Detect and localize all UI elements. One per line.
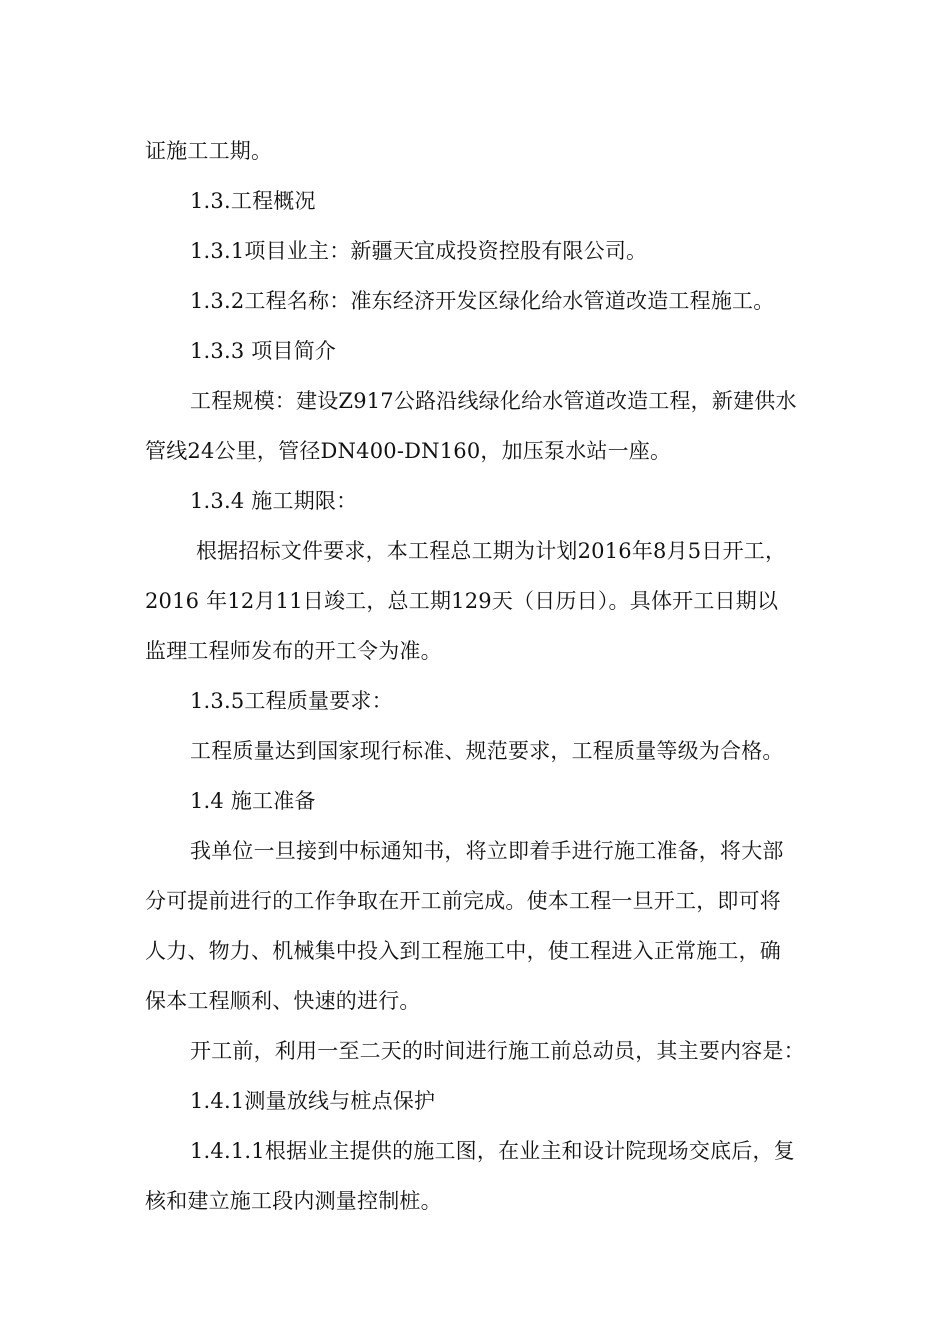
paragraph-line: 开工前，利用一至二天的时间进行施工前总动员，其主要内容是： xyxy=(190,1039,805,1063)
paragraph-line: 1.3.2工程名称：准东经济开发区绿化给水管道改造工程施工。 xyxy=(190,289,775,313)
paragraph-line: 工程质量达到国家现行标准、规范要求，工程质量等级为合格。 xyxy=(190,739,784,763)
paragraph-line: 我单位一旦接到中标通知书，将立即着手进行施工准备，将大部 xyxy=(190,839,784,863)
paragraph-line: 管线24公里，管径DN400-DN160，加压泵水站一座。 xyxy=(145,439,672,463)
paragraph-line: 证施工工期。 xyxy=(145,139,273,163)
section-heading: 1.3.3 项目简介 xyxy=(190,339,337,363)
section-heading: 1.3.5工程质量要求： xyxy=(190,689,393,713)
paragraph-line: 分可提前进行的工作争取在开工前完成。使本工程一旦开工，即可将 xyxy=(145,889,781,913)
paragraph-line: 保本工程顺利、快速的进行。 xyxy=(145,989,421,1013)
paragraph-line: 1.4.1.1根据业主提供的施工图，在业主和设计院现场交底后，复 xyxy=(190,1139,795,1163)
paragraph-line: 根据招标文件要求，本工程总工期为计划2016年8月5日开工， xyxy=(196,539,787,563)
paragraph-line: 核和建立施工段内测量控制桩。 xyxy=(145,1189,442,1213)
section-heading: 1.3.4 施工期限： xyxy=(190,489,358,513)
section-heading: 1.3.工程概况 xyxy=(190,189,316,213)
paragraph-line: 工程规模：建设Z917公路沿线绿化给水管道改造工程，新建供水 xyxy=(190,389,797,413)
section-heading: 1.4.1测量放线与桩点保护 xyxy=(190,1089,436,1113)
section-heading: 1.4 施工准备 xyxy=(190,789,316,813)
paragraph-line: 监理工程师发布的开工令为准。 xyxy=(145,639,442,663)
paragraph-line: 2016 年12月11日竣工，总工期129天（日历日）。具体开工日期以 xyxy=(145,589,779,613)
paragraph-line: 1.3.1项目业主：新疆天宜成投资控股有限公司。 xyxy=(190,239,648,263)
paragraph-line: 人力、物力、机械集中投入到工程施工中，使工程进入正常施工，确 xyxy=(145,939,781,963)
